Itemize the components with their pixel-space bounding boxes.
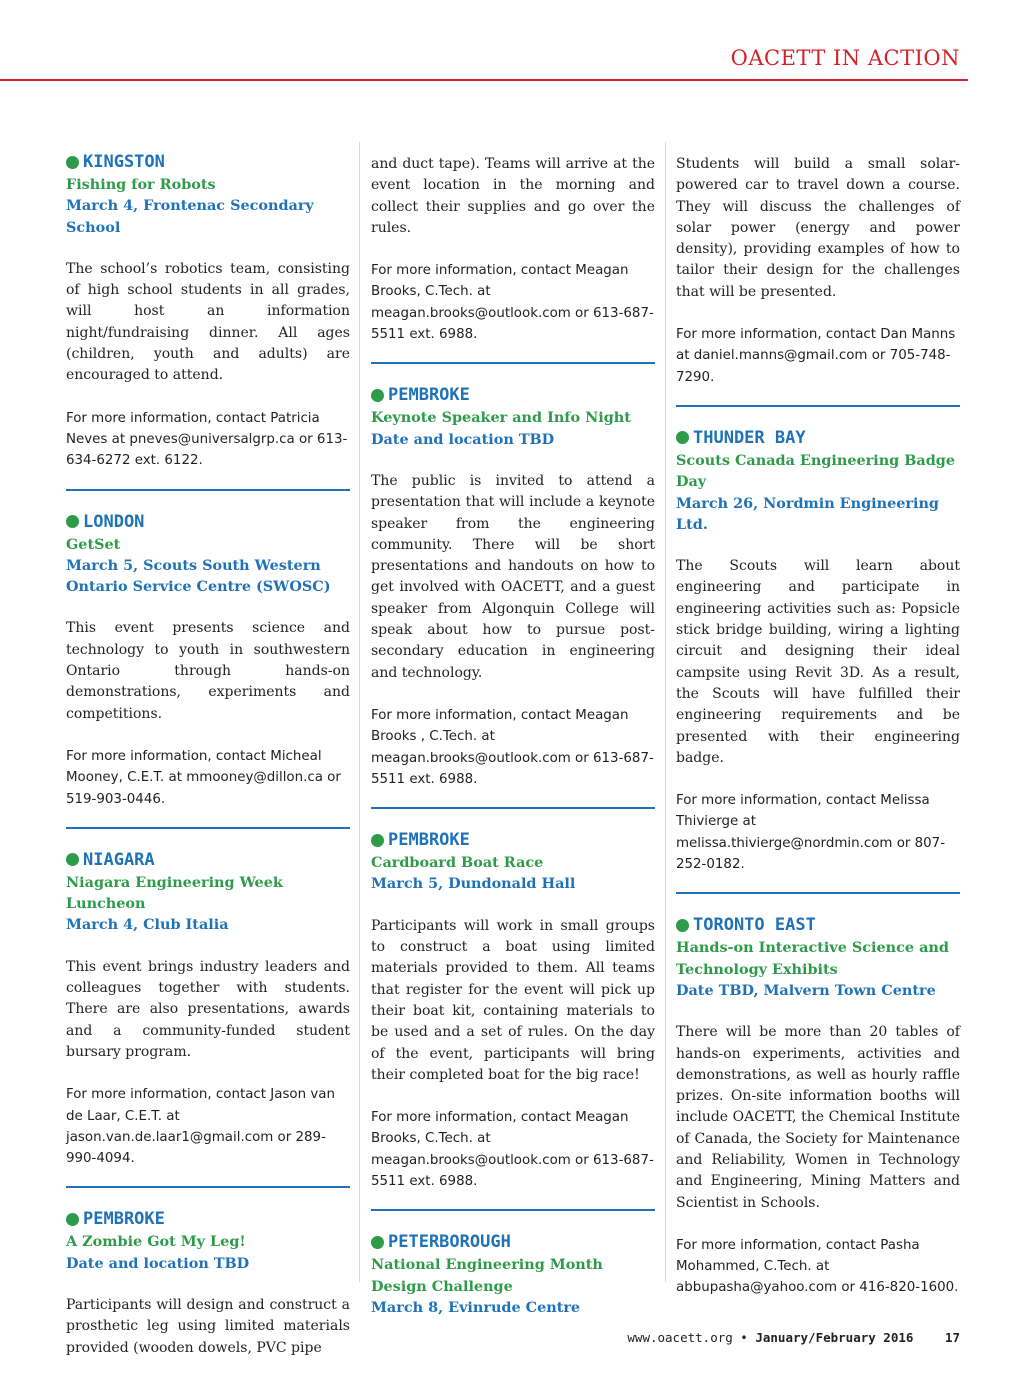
continued-description: and duct tape). Teams will arrive at the event location in the morning and collect their supplies and go over the rules. [371, 156, 655, 236]
event-date: Date and location TBD [66, 1254, 250, 1272]
column-divider [359, 142, 360, 1282]
event-contact: For more information, contact Jason van de Laar, C.E.T. at jason.van.de.laar1@gmail.com or 289-990-4094. [66, 1087, 335, 1167]
section-title: OACETT IN ACTION [730, 46, 960, 70]
footer-issue: January/February 2016 [755, 1330, 914, 1345]
event-region: LONDON [66, 510, 350, 534]
bullet-dot-icon [676, 431, 689, 444]
event-description: There will be more than 20 tables of hands-on experiments, activities and demonstrations, as well as hourly raffle prizes. On-site information booths will include OACETT, the Chemical Institute of Canada, the Society for Maintenance and Reliability, Women in Technology and Engineering, Mining Matters and Scientist in Schools. [676, 1024, 960, 1211]
event-description: This event presents science and technology to youth in southwestern Ontario through hands-on demonstrations, experiments and competitions. [66, 620, 350, 722]
bullet-dot-icon [371, 1236, 384, 1249]
event-contact: For more information, contact Dan Manns at daniel.manns@gmail.com or 705-748-7290. [676, 327, 956, 385]
event-pembroke-zombie [66, 1207, 350, 1358]
footer-url[interactable]: www.oacett.org [627, 1330, 733, 1345]
continued-description: Students will build a small solar-powered car to travel down a course. They will discuss the challenges of solar power (energy and power density), providing examples of how to tailor their design for the challenges that will be presented. [676, 156, 960, 300]
bullet-dot-icon [371, 389, 384, 402]
event-date: Date TBD, Malvern Town Centre [676, 981, 936, 999]
event-date: March 5, Dundonald Hall [371, 875, 576, 893]
event-contact: For more information, contact Melissa Thivierge at melissa.thivierge@nordmin.com or 807-252-0182. [676, 793, 946, 873]
event-title: Hands-on Interactive Science and Technology Exhibits [676, 939, 949, 978]
bullet-dot-icon [676, 919, 689, 932]
event-date: March 4, Club Italia [66, 916, 229, 934]
event-title: Scouts Canada Engineering Badge Day [676, 451, 956, 491]
event-date: March 5, Scouts South Western Ontario Service Centre (SWOSC) [66, 556, 331, 596]
event-region: PETERBOROUGH [371, 1230, 655, 1254]
bullet-dot-icon [371, 834, 384, 847]
event-toronto-east [676, 913, 960, 1298]
event-title: Cardboard Boat Race [371, 854, 544, 872]
event-contact: For more information, contact Meagan Brooks, C.Tech. at meagan.brooks@outlook.com or 613-687-5511 ext. 6988. [371, 263, 654, 343]
event-contact: For more information, contact Meagan Brooks, C.Tech. at meagan.brooks@outlook.com or 613-687-5511 ext. 6988. [371, 1110, 654, 1189]
event-pembroke-keynote [371, 383, 655, 790]
event-region: PEMBROKE [371, 828, 655, 852]
event-description: Participants will work in small groups to construct a boat using limited materials provided to them. All teams that register for the event will pick up their boat kit, containing materials to be used and a set of rules. On the day of the event, participants will bring their completed boat for the big race! [371, 917, 655, 1083]
event-kingston [66, 150, 350, 472]
event-title: A Zombie Got My Leg! [66, 1233, 246, 1251]
event-contact: For more information, contact Micheal Mooney, C.E.T. at mmooney@dillon.ca or 519-903-0446. [66, 748, 341, 807]
event-description: The school’s robotics team, consisting of high school students in all grades, will host an information night/fundraising dinner. All ages (children, youth and adults) are encouraged to attend. [66, 260, 350, 384]
bullet-dot-icon [66, 853, 79, 866]
event-description: Participants will design and construct a prosthetic leg using limited materials provided (wooden dowels, PVC pipe [66, 1296, 350, 1356]
section-divider [371, 362, 655, 364]
column-3 [676, 150, 960, 1299]
section-divider [66, 827, 350, 829]
page-footer [627, 1330, 960, 1345]
column-2 [371, 150, 655, 1318]
event-contact: For more information, contact Meagan Brooks , C.Tech. at meagan.brooks@outlook.com or 613-687-5511 ext. 6988. [371, 707, 654, 787]
event-date: March 8, Evinrude Centre [371, 1298, 581, 1316]
event-date: Date and location TBD [371, 430, 555, 448]
event-region: PEMBROKE [371, 383, 655, 407]
event-description: This event brings industry leaders and colleagues together with students. There are also presentations, awards and a community-funded student bursary program. [66, 958, 350, 1060]
event-description: The public is invited to attend a presentation that will include a keynote speaker from the engineering community. There will be short presentations and handouts on how to get involved with OACETT, and a guest speaker from Algonquin College will speak about how to pursue post-secondary education in engineering and technology. [371, 472, 655, 681]
event-date: March 4, Frontenac Secondary School [66, 197, 314, 236]
event-description: The Scouts will learn about engineering and participate in engineering activities such as: Popsicle stick bridge building, wiring a lighting circuit and designing their ideal campsite using Revit 3D. As a result, the Scouts will have fulfilled their engineering requirements and be presented with their engineering badge. [676, 558, 960, 766]
event-thunder-bay [676, 426, 960, 875]
header-rule [0, 79, 968, 81]
event-title: Fishing for Robots [66, 176, 216, 193]
event-date: March 26, Nordmin Engineering Ltd. [676, 494, 939, 533]
event-region: KINGSTON [66, 150, 350, 174]
column-divider [665, 142, 666, 1282]
event-title: GetSet [66, 535, 121, 553]
section-divider [676, 405, 960, 407]
bullet-dot-icon [66, 1213, 79, 1226]
page-number: 17 [944, 1330, 960, 1345]
event-contact: For more information, contact Patricia Neves at pneves@universalgrp.ca or 613-634-6272 ext. 6122. [66, 410, 348, 469]
section-divider [66, 489, 350, 491]
section-divider [371, 1209, 655, 1211]
footer-bullet: • [740, 1330, 748, 1345]
event-region: THUNDER BAY [676, 426, 960, 450]
event-pembroke-boat [371, 828, 655, 1192]
bullet-dot-icon [66, 515, 79, 528]
event-region: TORONTO EAST [676, 913, 960, 937]
section-divider [371, 807, 655, 809]
event-contact: For more information, contact Pasha Mohammed, C.Tech. at abbupasha@yahoo.com or 416-820-1600. [676, 1237, 959, 1296]
column-1 [66, 150, 350, 1359]
event-title: National Engineering Month Design Challenge [371, 1256, 603, 1295]
event-title: Keynote Speaker and Info Night [371, 409, 631, 427]
event-london [66, 510, 350, 810]
event-region: NIAGARA [66, 848, 350, 872]
section-divider [676, 892, 960, 894]
event-niagara [66, 848, 350, 1170]
section-divider [66, 1186, 350, 1188]
event-title: Niagara Engineering Week Luncheon [66, 873, 283, 913]
bullet-dot-icon [66, 156, 79, 169]
event-region: PEMBROKE [66, 1207, 350, 1231]
event-peterborough [371, 1230, 655, 1318]
